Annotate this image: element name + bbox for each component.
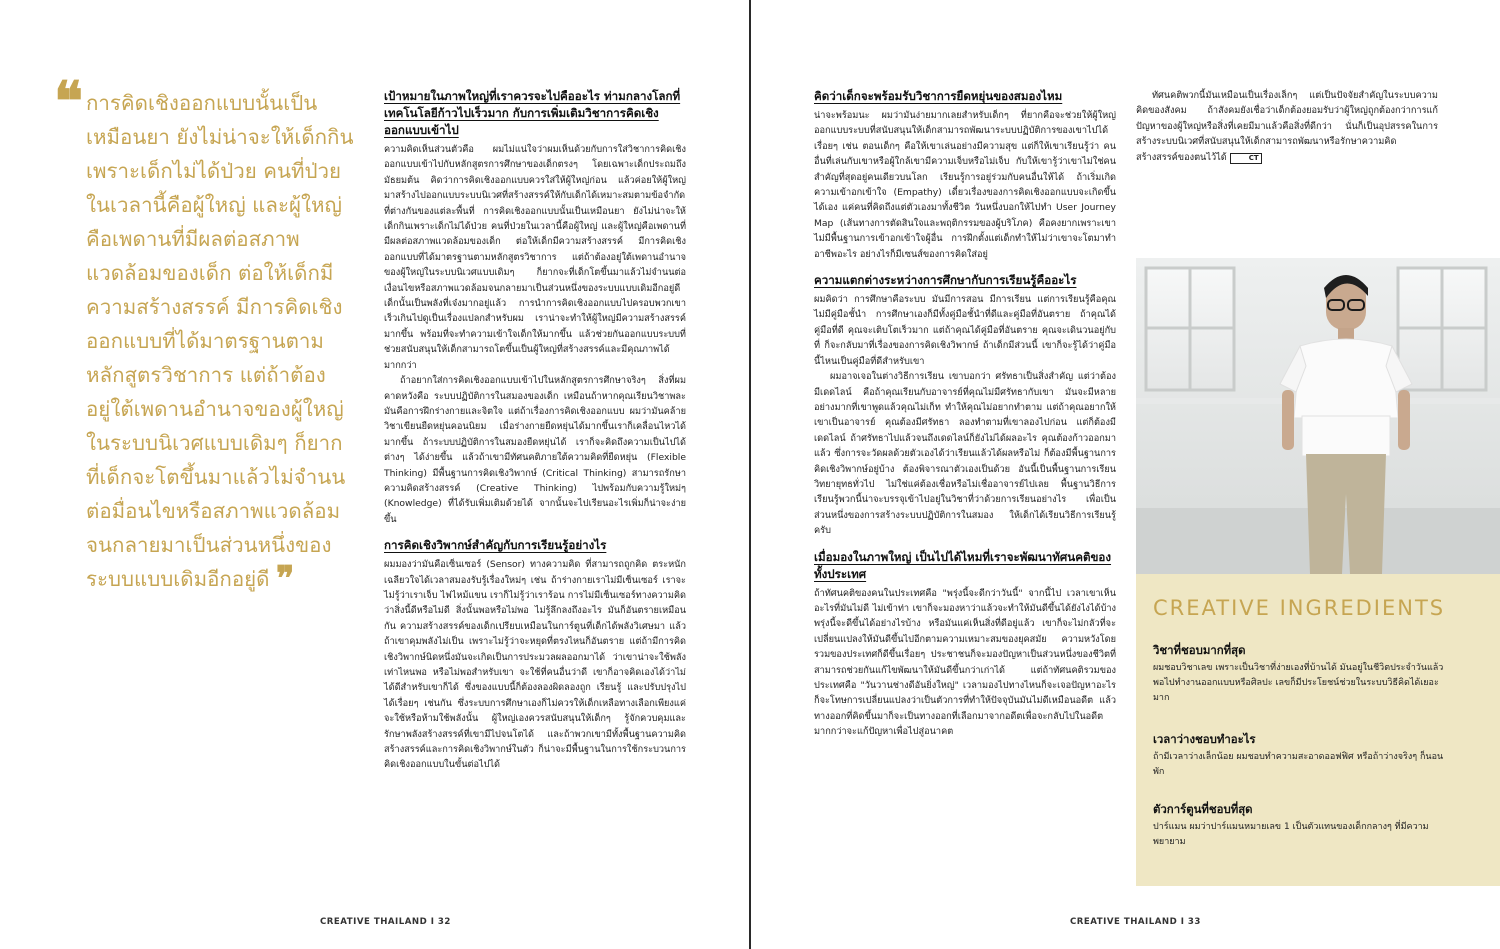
sidebar-title: CREATIVE INGREDIENTS <box>1153 596 1446 620</box>
body-paragraph: ความคิดเห็นส่วนตัวคือ ผมไม่แน่ใจว่าผมเห็นด้วยกับการใส่วิชาการคิดเชิงออกแบบเข้าไปกับหลักสูตรการศึกษาของเด็กตรงๆ โดยเฉพาะเด็กประถมถึงมัธยมต้น คิดว่าการคิดเชิงออกแบบควรใส่ให้ผู้ใหญ่ก่อน แล้วค่อยให้ผู้ใหญ่มาสร้างไปออกแบบระบบนิเวศที่สร้างสรรค์ให้กับเด็กได้เหมาะสมตามข้อจำกัดที่ต่างกันของแต่ละพื้นที่ การคิดเชิงออกแบบนั้นเป็นเหมือนยา ยังไม่น่าจะให้เด็กกินเพราะเด็กไม่ได้ป่วย คนที่ป่วยในเวลานี้คือผู้ใหญ่ และผู้ใหญ่คือเพดานที่มีผลต่อสภาพแวดล้อมของเด็ก ต่อให้เด็กมีความสร้างสรรค์ มีการคิดเชิงออกแบบที่ได้มาตรฐานตามหลักสูตรวิชาการ แต่ถ้าต้องอยู่ใต้เพดานอำนาจของผู้ใหญ่ในระบบนิเวศแบบเดิมๆ ก็ยากจะที่เด็กโตขึ้นมาแล้วไม่จำนนต่อเงื่อนไขหรือสภาพแวดล้อมจนกลายมาเป็นส่วนหนึ่งของระบบแบบเดิมอีกอยู่ดี เด็กนั้นเป็นพลังที่เจ๋งมากอยู่แล้ว การนำการคิดเชิงออกแบบไปครอบพวกเขาเร็วเกินไปดูเป็นเรื่องแปลกสำหรับผม เราน่าจะทำให้ผู้ใหญ่มีความสร้างสรรค์มากขึ้น พร้อมที่จะทำความเข้าใจเด็กให้มากขึ้น แล้วช่วยกันออกแบบระบบที่ช่วยสนับสนุนให้เด็กสามารถโตขึ้นเป็นผู้ใหญ่ที่สร้างสรรค์และมีคุณภาพได้มากกว่า <box>384 144 686 371</box>
page-footer: CREATIVE THAILAND I 33 <box>1070 917 1201 927</box>
sidebar-item-body: ถ้ามีเวลาว่างเล็กน้อย ผมชอบทำความสะอาดออฟฟิศ หรือถ้าว่างจริงๆ ก็นอนพัก <box>1153 752 1444 777</box>
creative-ingredients-box <box>1136 574 1500 886</box>
sidebar-item <box>1153 731 1453 780</box>
pull-quote-line: ออกแบบที่ได้มาตรฐานตาม <box>86 329 324 353</box>
sidebar-item-heading: ตัวการ์ตูนที่ชอบที่สุด <box>1153 802 1253 816</box>
open-quote-icon: ❝ <box>54 69 84 133</box>
section-heading: เมื่อมองในภาพใหญ่ เป็นไปได้ไหมที่เราจะพัฒนาทัศนคติของทั้งประเทศ <box>814 549 1112 581</box>
portrait-photo <box>1136 258 1500 574</box>
pull-quote-line: หลักสูตรวิชาการ แต่ถ้าต้อง <box>86 363 326 387</box>
pull-quote-line: ที่เด็กจะโตขึ้นมาแล้วไม่จำนน <box>86 465 346 489</box>
body-paragraph <box>1136 88 1438 165</box>
left-article-column <box>384 88 686 773</box>
sidebar-item-body: ผมชอบวิชาเลข เพราะเป็นวิชาที่ง่ายเองที่บ้านได้ มันอยู่ในชีวิตประจำวันแล้วพอไปทำงานออกแบบหรือศิลปะ เลขก็มีประโยชน์ช่วยในระบบวิธีคิดได้เยอะมาก <box>1153 663 1444 703</box>
section-heading: การคิดเชิงวิพากษ์สำคัญกับการเรียนรู้อย่างไร <box>384 538 607 553</box>
closing-paragraph: ทัศนคติพวกนี้มันเหมือนเป็นเรื่องเล็กๆ แต่เป็นปัจจัยสำคัญในระบบความคิดของสังคม ถ้าสังคมยังเชื่อว่าเด็กต้องยอมรับว่าผู้ใหญ่ถูกต้องกว่าการแก้ปัญหาของผู้ใหญ่หรือสิ่งที่เคยมีมาแล้วคือสิ่งที่ดีกว่า นั่นก็เป็นอุปสรรคในการสร้างระบบนิเวศที่สนับสนุนให้เด็กสามารถพัฒนาหรือรักษาความคิดสร้างสรรค์ของตนไว้ได้ <box>1136 90 1438 163</box>
sidebar-item <box>1153 642 1453 706</box>
sidebar-item-heading: วิชาที่ชอบมากที่สุด <box>1153 643 1246 657</box>
body-paragraph: ถ้าอยากใส่การคิดเชิงออกแบบเข้าไปในหลักสูตรการศึกษาจริงๆ สิ่งที่ผมคาดหวังคือ ระบบปฏิบัติการในสมองของเด็ก เหมือนถ้าหากคุณเรียนวิชาพละ มันคือการฝึกร่างกายและจิตใจ แต่ถ้าเรื่องการคิดเชิงออกแบบ ผมว่ามันคล้ายวิชาเขียนยืดหยุ่นคอนนิยม เมื่อร่างกายยืดหยุ่นได้มากขึ้นเราก็เคลื่อนไหวได้มากขึ้น ถ้าระบบปฏิบัติการในสมองยืดหยุ่นได้ เราก็จะคิดถึงความเป็นไปได้ต่างๆ ได้ง่ายขึ้น แล้วถ้าเขามีทัศนคติภายใต้ความคิดที่ยืดหยุ่น (Flexible Thinking) มีพื้นฐานการคิดเชิงวิพากษ์ (Critical Thinking) สามารถรักษาความคิดสร้างสรรค์ (Creative Thinking) ไปพร้อมกับความรู้ใหม่ๆ (Knowledge) ที่ได้รับเพิ่มเติมด้วยได้ จากนั้นจะไปเรียนอะไรเพิ่มก็น่าจะง่ายขึ้น <box>384 375 686 525</box>
body-paragraph: ผมคิดว่า การศึกษาคือระบบ มันมีการสอน มีการเรียน แต่การเรียนรู้คือคุณไม่มีคู่มือชั้นำ การศึกษาเองก็มีทั้งคู่มือชั้นำที่ดีและคู่มือที่อันตราย ถ้าคุณได้คู่มือที่ดี คุณจะเติบโตเร็วมาก แต่ถ้าคุณได้คู่มือที่อันตราย คุณจะเดินวนอยู่กับที่ ก็จะกลับมาที่เรื่องของการคิดเชิงวิพากษ์ ถ้าเด็กมีส่วนนี้ เขาก็จะรู้ได้ว่าคู่มือนี้ไหนเป็นคู่มือที่ดีสำหรับเขา <box>814 294 1116 367</box>
close-quote-icon: ❞ <box>276 559 295 599</box>
pull-quote-line: การคิดเชิงออกแบบนั้นเป็น <box>86 91 318 115</box>
right-page <box>752 0 1500 949</box>
section-heading: ความแตกต่างระหว่างการศึกษากับการเรียนรู้คืออะไร <box>814 273 1077 288</box>
sidebar-item-body: ปาร์แมน ผมว่าปาร์แมนหมายเลข 1 เป็นตัวแทนของเด็กกลางๆ ที่มีความพยายาม <box>1153 822 1429 847</box>
pull-quote-line: ในเวลานี้คือผู้ใหญ่ และผู้ใหญ่ <box>86 193 342 217</box>
ct-end-mark: CT <box>1230 153 1262 164</box>
pull-quote-line: ต่อมื่อนไขหรือสภาพแวดล้อม <box>86 499 341 523</box>
pull-quote-line: เหมือนยา ยังไม่น่าจะให้เด็กกิน <box>86 125 354 149</box>
body-paragraph: น่าจะพร้อมนะ ผมว่ามันง่ายมากเลยสำหรับเด็กๆ ที่ยากคือจะช่วยให้ผู้ใหญ่ออกแบบระบบที่สนับสนุนให้เด็กสามารถพัฒนาระบบปฏิบัติการของเขาไปได้เรื่อยๆ เช่น ตอนเด็กๆ คือให้เขาเล่นอย่างมีความสุข แต่ก็ให้เขาเรียนรู้ว่า คนอื่นที่เล่นกับเขาหรือผู้ใกล้เขามีความเจ็บหรือไม่เจ็บ กับให้เขารู้ว่าเขาไม่ใช่คนสำคัญที่สุดอยู่คนเดียวบนโลก เรียนรู้การอยู่ร่วมกับคนอื่นให้ได้ ถ้าเริ่มเกิดความเข้าอกเข้าใจ (Empathy) เดี๋ยวเรื่องของการคิดเชิงออกแบบจะเกิดขึ้นได้เอง แค่คนที่คิดถึงแต่ตัวเองมาทั้งชีวิต วันหนึ่งบอกให้ไปทำ User Journey Map (เส้นทางการตัดสินใจและพฤติกรรมของผู้บริโภค) คือคงยากเพราะเขาไม่มีพื้นฐานการเข้าอกเข้าใจผู้อื่น การฝึกตั้งแต่เด็กทำให้ไม่ว่าเขาจะโตมาทำอาชีพอะไร อย่างไรก็มีเซนส์ของการคิดใส่อยู่ <box>814 110 1116 260</box>
right-top-column <box>1136 88 1438 165</box>
body-paragraph: ผมมองว่ามันคือเซ็นเซอร์ (Sensor) ทางความคิด ที่สามารถถูกคิด ตระหนัก เฉลียวใจได้เวลาสมองรับรู้เรื่องใหม่ๆ เช่น ถ้าร่างกายเราไม่มีเซ็นเซอร์ เราจะไม่รู้ว่าเราเจ็บ ไฟไหม้แขน เราก็ไม่รู้ว่าเราร้อน การไม่มีเซ็นเซอร์ทางความคิดว่าสิ่งนี้ดีหรือไม่ดี สิ่งนั้นพอหรือไม่พอ ไม่รู้ลึกลงถึงอะไร มันก็อันตรายเหมือนกัน ความสร้างสรรค์ของเด็กเปรียบเหมือนในการ์ตูนที่เด็กได้พลังวิเศษมา แล้วถ้าเขาคุมพลังไม่เป็น เพราะไม่รู้ว่าจะหยุดที่ตรงไหนก็อันตราย แต่ถ้ามีการคิดเชิงวิพากษ์นิดหนึ่งมันจะเกิดเป็นการประมวลผลออกมาได้ ว่าเขาน่าจะใช้พลังเท่าไหนพอ หรือไม่พอสำหรับเขา จะใช้ที่คนอื่นว่าดี เขาก็อาจคิดเองได้ว่าไม่ได้ดีสำหรับเขาก็ได้ ซึ่งของแบบนี้ก็ต้องลองผิดลองถูก เรียนรู้ และปรับปรุงไปได้เรื่อยๆ เช่นกัน ซึ่งระบบการศึกษาเองก็ไม่ควรให้เด็กเหลือทางเลือกเพียงแค่จะใช้หรือห้ามใช้พลังนั้น ผู้ใหญ่เองควรสนับสนุนให้เด็กๆ รู้จักควบคุมและรักษาพลังสร้างสรรค์ที่เขามีไปจนโตได้ และถ้าพวกเขามีทั้งพื้นฐานความคิดสร้างสรรค์และการคิดเชิงวิพากษ์ในตัว ก็น่าจะมีพื้นฐานในการใช้กระบวนการคิดเชิงออกแบบในขั้นต่อไปได้ <box>384 559 686 771</box>
right-article-column <box>814 88 1116 740</box>
pull-quote-line: คือเพดานที่มีผลต่อสภาพ <box>86 227 300 251</box>
pull-quote-line: แวดล้อมของเด็ก ต่อให้เด็กมี <box>86 261 334 285</box>
left-page <box>0 0 749 949</box>
pull-quote-line: อยู่ใต้เพดานอำนาจของผู้ใหญ่ <box>86 397 344 421</box>
pull-quote-line: ระบบแบบเดิมอีกอยู่ดี <box>86 567 270 591</box>
body-paragraph: ถ้าทัศนคติของคนในประเทศคือ "พรุ่งนี้จะดีกว่าวันนี้" จากนี้ไป เวลาเขาเห็นอะไรที่มันไม่ดี ไม่เข้าท่า เขาก็จะมองหาว่าแล้วจะทำให้มันดีขึ้นได้ยังไงได้บ้าง พรุ่งนี้จะดีขึ้นได้อย่างไรบ้าง หรือมันแค่เห็นสิ่งที่ดีอยู่แล้ว เขาก็จะไม่กลัวที่จะเปลี่ยนแปลงให้มันดีขึ้นไปอีกตามความเหมาะสมของยุคสมัย ความหวังโดยรวมของประเทศก็ดีขึ้นเรื่อยๆ ประชาชนก็จะมองปัญหาเป็นส่วนหนึ่งของชีวิตที่สามารถช่วยกันแก้ไขพัฒนาให้มันดีขึ้นกว่าเก่าได้ แต่ถ้าทัศนคติรวมของประเทศคือ "วันวานช่างดีอันยิ่งใหญ่" เวลามองไปทางไหนก็จะเจอปัญหาอะไรก็จะโทษการเปลี่ยนแปลงว่าเป็นตัวการที่ทำให้ปัจจุบันมันไม่ดีเหมือนอดีต แล้วทางออกที่คิดขึ้นมาก็จะเป็นทางออกที่เลือกมาจากอดีตเพื่อจะกลับไปในอดีตมากกว่าจะแก้ปัญหาเพื่อไปสู่อนาคต <box>814 587 1116 738</box>
pull-quote <box>86 86 354 599</box>
pull-quote-line: จนกลายมาเป็นส่วนหนึ่งของ <box>86 533 332 557</box>
page-footer: CREATIVE THAILAND I 32 <box>320 917 451 927</box>
pull-quote-line: ความสร้างสรรค์ มีการคิดเชิง <box>86 295 343 319</box>
sidebar-item-heading: เวลาว่างชอบทำอะไร <box>1153 732 1256 746</box>
section-heading: เป้าหมายในภาพใหญ่ที่เราควรจะไปคืออะไร ท่ามกลางโลกที่เทคโนโลยีก้าวไปเร็วมาก กับการเพิ่มเติมวิชาการคิดเชิงออกแบบเข้าไป <box>384 89 681 137</box>
body-paragraph: ผมอาจเจอในต่างวิธีการเรียน เขาบอกว่า ศรัทธาเป็นสิ่งสำคัญ แต่ว่าต้องมีเดดไลน์ คือถ้าคุณเรียนกับอาจารย์ที่คุณไม่มีศรัทธากับเขา มันจะมีหลายอย่างมากที่เขาพูดแล้วคุณไม่เก็ท ทำให้คุณไม่อยากทำตาม แต่ถ้าคุณอยากให้เขาเป็นอาจารย์ คุณต้องมีศรัทธา ลองทำตามที่เขาลองไปก่อน แต่ก็ต้องมีเดดไลน์ ถ้าศรัทธาไปแล้วจนถึงเดดไลน์ก็ยังไม่ได้ผลอะไร คุณต้องก้าวออกมาแล้ว ซึ่งการจะวัดผลด้วยตัวเองได้ว่าเรียนแล้วได้ผลหรือไม่ ก็ต้องมีพื้นฐานการคิดเชิงวิพากษ์อยู่บ้าง ต้องพิจารณาตัวเองเป็นด้วย อันนี้เป็นพื้นฐานการเรียนวิทยายุทธทั่วไป ไม่ใช่แค่ต้องเชื่อหรือไม่เชื่ออาจารย์ไปเลย พื้นฐานวิธีการเรียนรู้พวกนี้น่าจะบรรจุเข้าไปอยู่ในวิชาที่ว่าด้วยการเรียนอย่างไร เพื่อเป็นส่วนหนึ่งของการสร้างระบบปฏิบัติการในสมอง ให้เด็กได้เรียนวิธีการเรียนรู้ครับ <box>814 371 1116 537</box>
section-heading: คิดว่าเด็กจะพร้อมรับวิชาการยืดหยุ่นของสมองไหม <box>814 89 1063 103</box>
pull-quote-line: เพราะเด็กไม่ได้ป่วย คนที่ป่วย <box>86 159 342 183</box>
pull-quote-line: ในระบบนิเวศแบบเดิมๆ ก็ยาก <box>86 431 343 455</box>
sidebar-item <box>1153 801 1453 850</box>
